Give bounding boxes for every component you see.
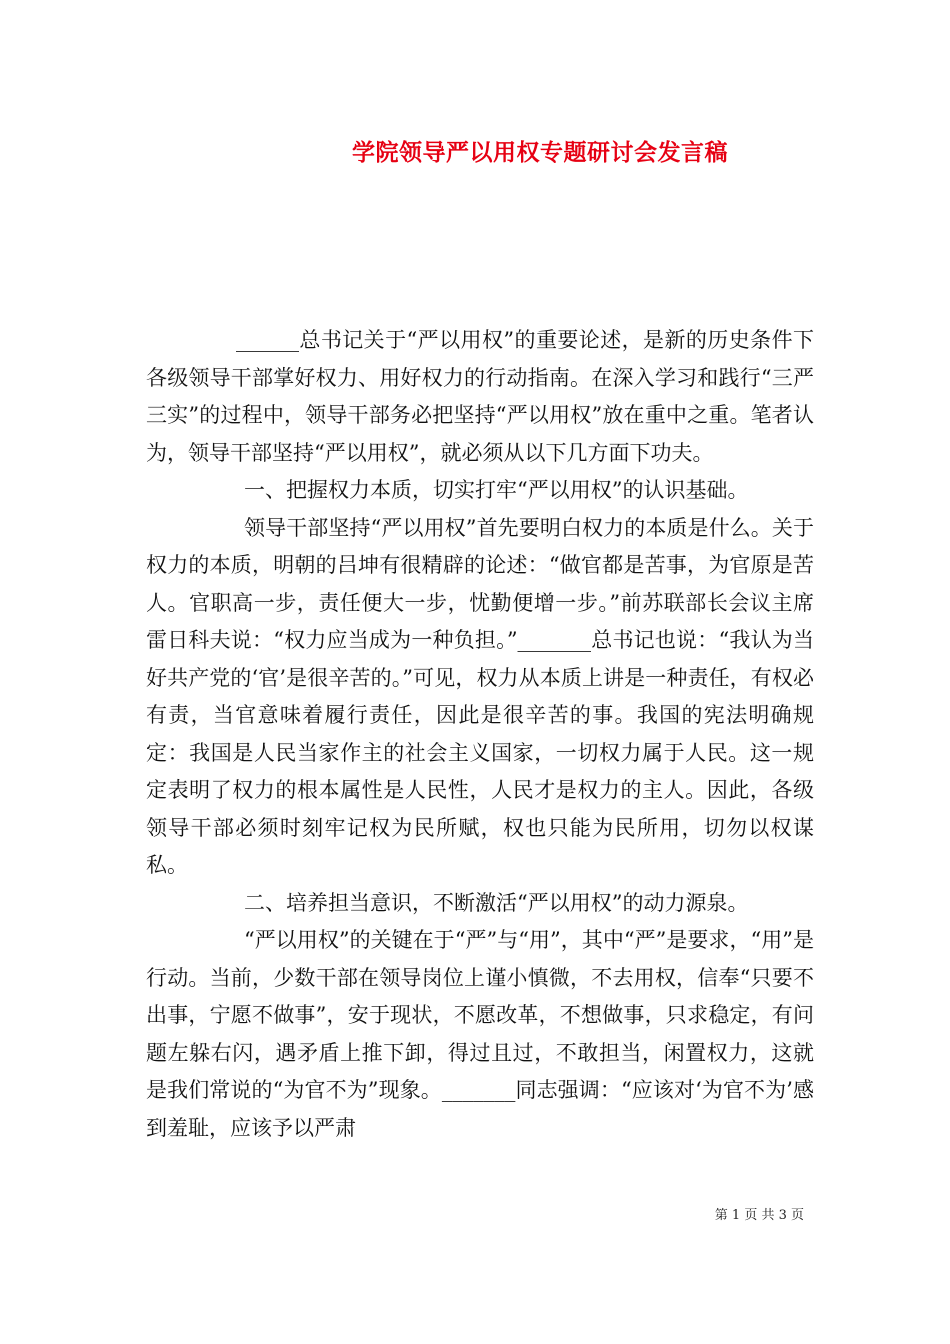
document-title: 学院领导严以用权专题研讨会发言稿 bbox=[352, 139, 728, 166]
paragraph-section-1: 领导干部坚持“严以用权”首先要明白权力的本质是什么。关于权力的本质，明朝的吕坤有很精辟的论述：“做官都是苦事，为官原是苦人。官职高一步，责任便大一步，忧勤便增一步。”前苏联部长会议主席雷日科夫说：“权力应当成为一种负担。”_______总书记也说：“我认为当好共产党的‘官’是很辛苦的。”可见，权力从本质上讲是一种责任，有权必有责，当官意味着履行责任，因此是很辛苦的事。我国的宪法明确规定：我国是人民当家作主的社会主义国家，一切权力属于人民。这一规定表明了权力的根本属性是人民性，人民才是权力的主人。因此，各级领导干部必须时刻牢记权为民所赋，权也只能为民所用，切勿以权谋私。 bbox=[146, 515, 814, 877]
document-body bbox=[146, 322, 814, 1147]
paragraph-section-2: “严以用权”的关键在于“严”与“用”，其中“严”是要求，“用”是行动。当前，少数干部在领导岗位上谨小慎微，不去用权，信奉“只要不出事，宁愿不做事”，安于现状，不愿改革，不想做事，只求稳定，有问题左躲右闪，遇矛盾上推下卸，得过且过，不敢担当，闲置权力，这就是我们常说的“为官不为”现象。_______同志强调：“应该对‘为官不为’感到羞耻，应该予以严肃 bbox=[146, 928, 814, 1140]
page-number-footer: 第 1 页 共 3 页 bbox=[714, 1208, 804, 1223]
section-heading-1: 一、把握权力本质，切实打牢“严以用权”的认识基础。 bbox=[244, 478, 749, 502]
section-heading-2: 二、培养担当意识，不断激活“严以用权”的动力源泉。 bbox=[244, 890, 749, 915]
paragraph-intro: ______总书记关于“严以用权”的重要论述，是新的历史条件下各级领导干部掌好权力、用好权力的行动指南。在深入学习和践行“三严三实”的过程中，领导干部务必把坚持“严以用权”放在重中之重。笔者认为，领导干部坚持“严以用权”，就必须从以下几方面下功夫。 bbox=[146, 328, 814, 465]
